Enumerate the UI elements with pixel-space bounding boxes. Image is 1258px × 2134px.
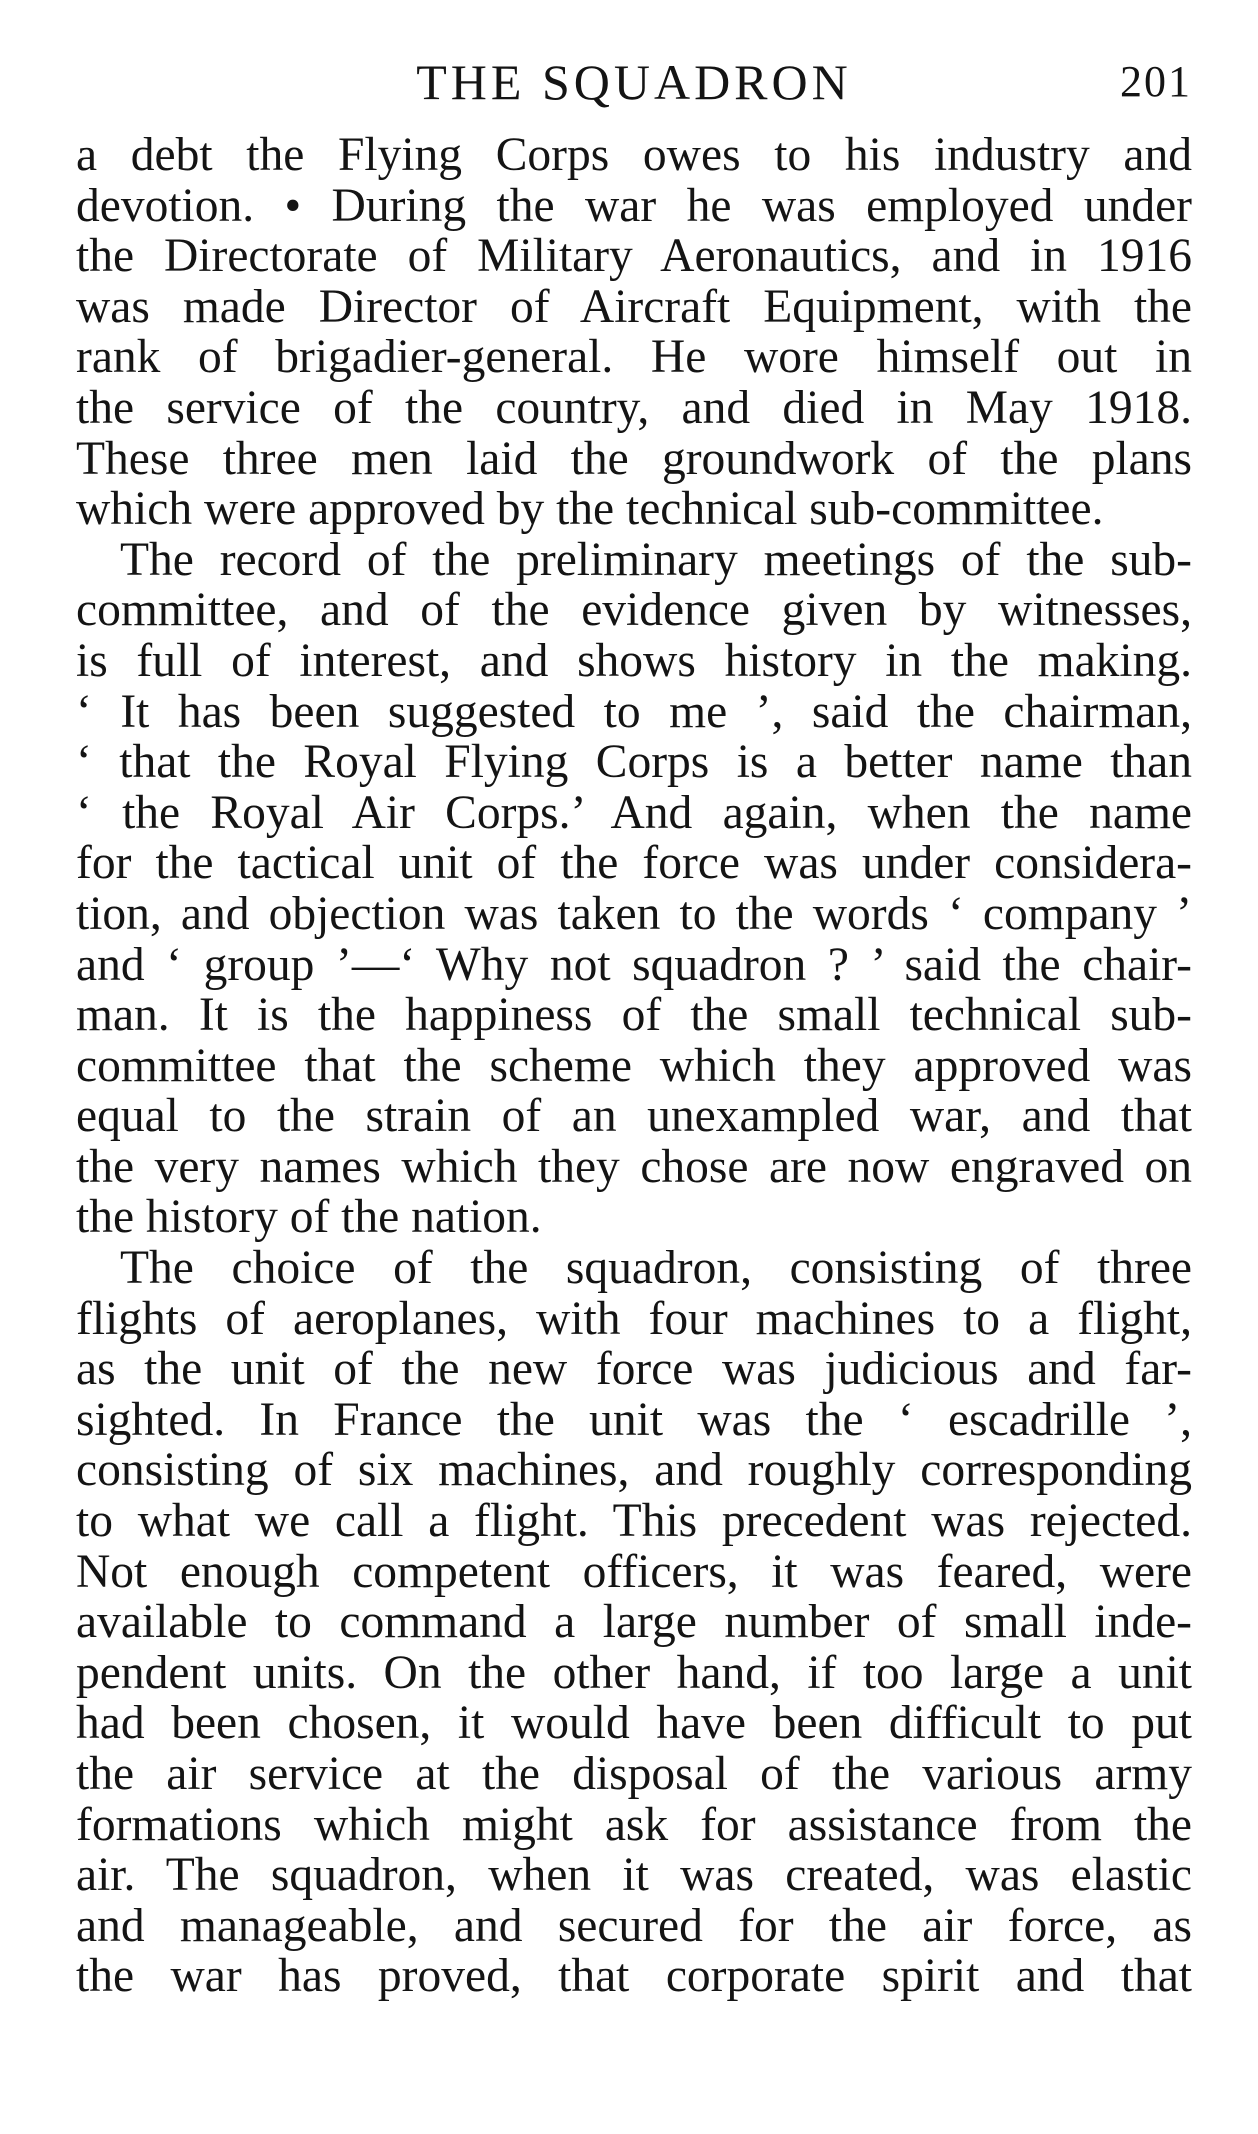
text-line: the service of the country, and died in May 1918. bbox=[76, 381, 1192, 434]
text-line: available to command a large number of small inde- bbox=[76, 1596, 1192, 1649]
text-line: devotion. • During the war he was employed under bbox=[76, 179, 1192, 232]
text-line: the history of the nation. bbox=[76, 1191, 542, 1244]
text-line: the air service at the disposal of the various army bbox=[76, 1748, 1192, 1800]
text-line: man. It is the happiness of the small technical sub- bbox=[76, 989, 1192, 1042]
paragraph bbox=[76, 1243, 1192, 2002]
text-line: rank of brigadier-general. He wore himself out in bbox=[76, 331, 1192, 384]
text-line: and manageable, and secured for the air force, as bbox=[76, 1899, 1192, 1952]
text-line: ‘ It has been suggested to me ’, said the chairman, bbox=[76, 685, 1192, 738]
paragraph bbox=[76, 130, 1192, 535]
text-line: was made Director of Aircraft Equipment, with the bbox=[76, 280, 1192, 333]
text-line: consisting of six machines, and roughly corresponding bbox=[76, 1444, 1192, 1497]
text-line: flights of aeroplanes, with four machines to a flight, bbox=[76, 1292, 1192, 1345]
text-line: to what we call a flight. This precedent was rejected. bbox=[76, 1495, 1192, 1548]
running-head bbox=[76, 52, 1192, 112]
paragraph bbox=[76, 535, 1192, 1243]
text-line: Not enough competent officers, it was feared, were bbox=[76, 1545, 1192, 1598]
text-line: formations which might ask for assistance from the bbox=[76, 1798, 1192, 1851]
running-title: THE SQUADRON bbox=[416, 54, 852, 110]
body-text bbox=[76, 130, 1192, 2002]
text-line: air. The squadron, when it was created, was elastic bbox=[76, 1849, 1192, 1902]
text-line: ‘ the Royal Air Corps.’ And again, when the name bbox=[76, 786, 1192, 839]
text-line: pendent units. On the other hand, if too large a unit bbox=[76, 1646, 1192, 1699]
text-line: These three men laid the groundwork of the plans bbox=[76, 432, 1192, 485]
text-line: as the unit of the new force was judicious and far- bbox=[76, 1343, 1192, 1396]
text-line: the very names which they chose are now engraved on bbox=[76, 1140, 1192, 1193]
text-line: and ‘ group ’—‘ Why not squadron ? ’ said the chair- bbox=[76, 938, 1192, 991]
text-line: had been chosen, it would have been difficult to put bbox=[76, 1697, 1192, 1750]
text-line: for the tactical unit of the force was under considera- bbox=[76, 837, 1192, 890]
text-line: a debt the Flying Corps owes to his industry and bbox=[76, 129, 1192, 181]
text-line: The record of the preliminary meetings of the sub- bbox=[120, 533, 1192, 586]
text-line: sighted. In France the unit was the ‘ escadrille ’, bbox=[76, 1393, 1192, 1446]
text-line: The choice of the squadron, consisting of three bbox=[120, 1242, 1192, 1295]
text-line: tion, and objection was taken to the words ‘ company ’ bbox=[76, 887, 1192, 940]
text-line: the Directorate of Military Aeronautics, and in 1916 bbox=[76, 230, 1192, 283]
text-line: equal to the strain of an unexampled war, and that bbox=[76, 1090, 1192, 1143]
text-line: committee, and of the evidence given by witnesses, bbox=[76, 584, 1192, 637]
page-number: 201 bbox=[1120, 57, 1192, 106]
text-line: the war has proved, that corporate spirit and that bbox=[76, 1950, 1192, 2003]
text-line: is full of interest, and shows history in the making. bbox=[76, 634, 1192, 687]
text-line: ‘ that the Royal Flying Corps is a better name than bbox=[76, 736, 1192, 789]
text-line: which were approved by the technical sub-committee. bbox=[76, 483, 1104, 536]
text-line: committee that the scheme which they approved was bbox=[76, 1039, 1192, 1092]
